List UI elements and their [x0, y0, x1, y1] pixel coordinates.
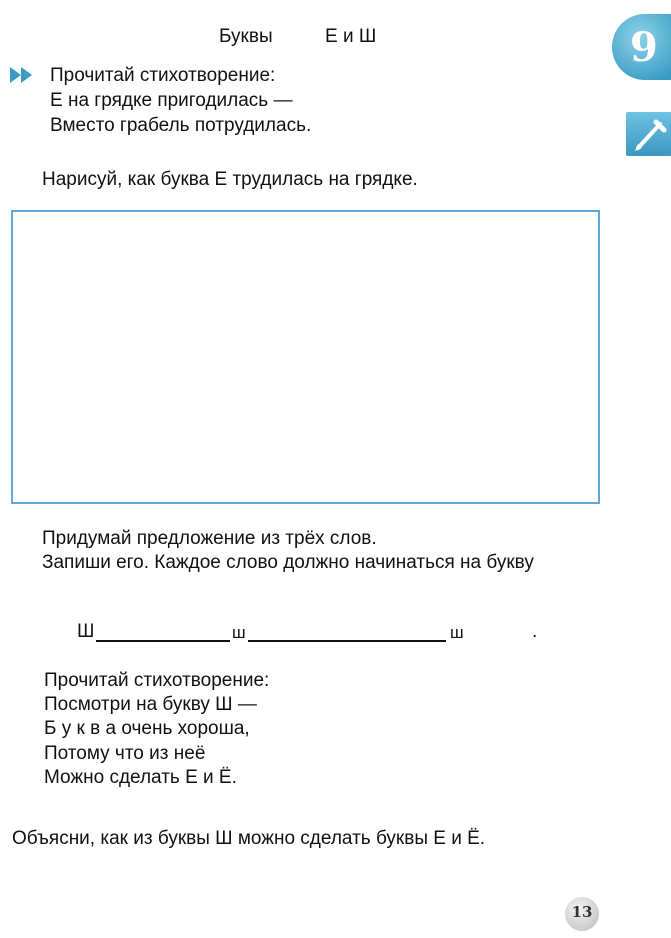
- pen-tab: [626, 112, 671, 156]
- poem2-line-4: Потому что из неё: [44, 743, 206, 764]
- task-sentence-line-2: Запиши его. Каждое слово должно начинаться на букву: [42, 552, 534, 573]
- task-draw-text: Нарисуй, как буква Е трудилась на грядке.: [42, 169, 418, 190]
- page-number: 13: [571, 903, 593, 921]
- answer-line-2[interactable]: [248, 640, 446, 642]
- drawing-area[interactable]: [11, 210, 600, 504]
- double-arrow-icon: [10, 67, 36, 83]
- page-title-left: Буквы: [219, 26, 273, 47]
- section-number: 9: [630, 24, 658, 71]
- task-sentence-line-1: Придумай предложение из трёх слов.: [42, 528, 377, 549]
- fill-letter-3: ш: [450, 623, 464, 642]
- answer-line-1[interactable]: [96, 640, 230, 642]
- task-explain-text: Объясни, как из буквы Ш можно сделать буквы Е и Ё.: [12, 828, 486, 849]
- section1-line-2: Е на грядке пригодилась —: [50, 90, 293, 111]
- section1-line-1: Прочитай стихотворение:: [50, 65, 276, 86]
- pen-icon: [626, 112, 671, 156]
- poem2-line-1: Прочитай стихотворение:: [44, 670, 270, 691]
- fill-letter-1: Ш: [77, 621, 95, 642]
- fill-end-period: .: [532, 621, 538, 642]
- poem2-line-3: Б у к в а очень хороша,: [44, 718, 250, 739]
- poem2-line-5: Можно сделать Е и Ё.: [44, 767, 237, 788]
- fill-letter-2: ш: [232, 623, 246, 642]
- section1-line-3: Вместо грабель потрудилась.: [50, 115, 312, 136]
- page-title-right: Е и Ш: [325, 26, 377, 47]
- poem2-line-2: Посмотри на букву Ш —: [44, 694, 257, 715]
